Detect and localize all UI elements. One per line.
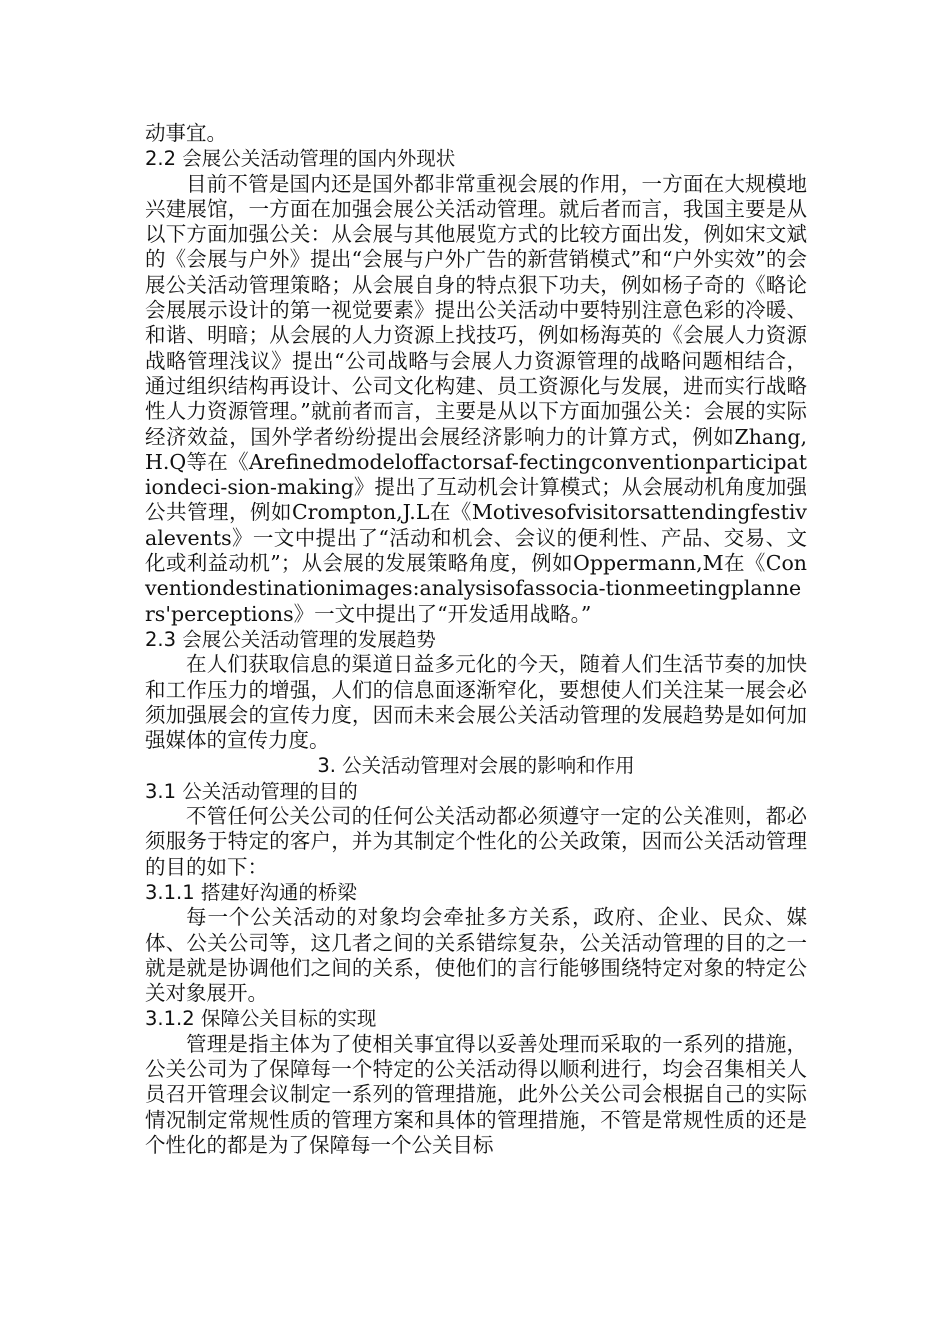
section-3-1-1-paragraph: 每一个公关活动的对象均会牵扯多方关系，政府、企业、民众、媒体、公关公司等，这几者之间的关系错综复杂，公关活动管理的目的之一就是就是协调他们之间的关系，使他们的言行能够围绕特定对象的特定公关对象展开。 bbox=[145, 905, 807, 1006]
section-2-3-heading: 2.3 会展公关活动管理的发展趋势 bbox=[145, 627, 436, 651]
section-3-1-2-paragraph: 管理是指主体为了使相关事宜得以妥善处理而采取的一系列的措施，公关公司为了保障每一个特定的公关活动得以顺利进行，均会召集相关人员召开管理会议制定一系列的管理措施，此外公关公司会根据自己的实际情况制定常规性质的管理方案和具体的管理措施，不管是常规性质的还是个性化的都是为了保障每一个公关目标 bbox=[145, 1031, 807, 1157]
document-page bbox=[145, 121, 807, 1158]
section-3-1-heading: 3.1 公关活动管理的目的 bbox=[145, 779, 358, 803]
section-3-1-paragraph: 不管任何公关公司的任何公关活动都必须遵守一定的公关准则，都必须服务于特定的客户，并为其制定个性化的公关政策，因而公关活动管理的目的如下： bbox=[145, 804, 807, 879]
section-3-1-2-heading: 3.1.2 保障公关目标的实现 bbox=[145, 1007, 377, 1031]
continuation-text: 动事宜。 bbox=[145, 121, 227, 145]
section-2-3-paragraph: 在人们获取信息的渠道日益多元化的今天，随着人们生活节奏的加快和工作压力的增强，人们的信息面逐渐窄化，要想使人们关注某一展会必须加强展会的宣传力度，因而未来会展公关活动管理的发展趋势是如何加强媒体的宣传力度。 bbox=[145, 652, 807, 753]
section-2-2-heading: 2.2 会展公关活动管理的国内外现状 bbox=[145, 147, 456, 171]
section-3-heading: 3. 公关活动管理对会展的影响和作用 bbox=[317, 754, 635, 778]
section-3-1-1-heading: 3.1.1 搭建好沟通的桥梁 bbox=[145, 880, 357, 904]
section-2-2-paragraph: 目前不管是国内还是国外都非常重视会展的作用，一方面在大规模地兴建展馆，一方面在加强会展公关活动管理。就后者而言，我国主要是从以下方面加强公关：从会展与其他展览方式的比较方面出发，例如宋文斌的《会展与户外》提出“会展与户外广告的新营销模式”和“户外实效”的会展公关活动管理策略；从会展自身的特点狠下功夫，例如杨子奇的《略论会展展示设计的第一视觉要素》提出公关活动中要特别注意色彩的冷暖、和谐、明暗；从会展的人力资源上找技巧，例如杨海英的《会展人力资源战略管理浅议》提出“公司战略与会展人力资源管理的战略问题相结合，通过组织结构再设计、公司文化构建、员工资源化与发展，进而实行战略性人力资源管理。”就前者而言，主要是从以下方面加强公关：会展的实际经济效益，国外学者纷纷提出会展经济影响力的计算方式，例如Zhang,H.Q等在《Arefinedmodeloffactorsaf-fectingconventionparticipationdeci-sion-making》提出了互动机会计算模式；从会展动机角度加强公共管理，例如Crompton,J.L在《Motivesofvisitorsattendingfestivalevents》一文中提出了“活动和机会、会议的便利性、产品、交易、文化或利益动机”；从会展的发展策略角度，例如Oppermann,M在《Conventiondestinationimages:analysisofassocia-tionmeetingplanners'perceptions》一文中提出了“开发适用战略。” bbox=[145, 171, 807, 626]
